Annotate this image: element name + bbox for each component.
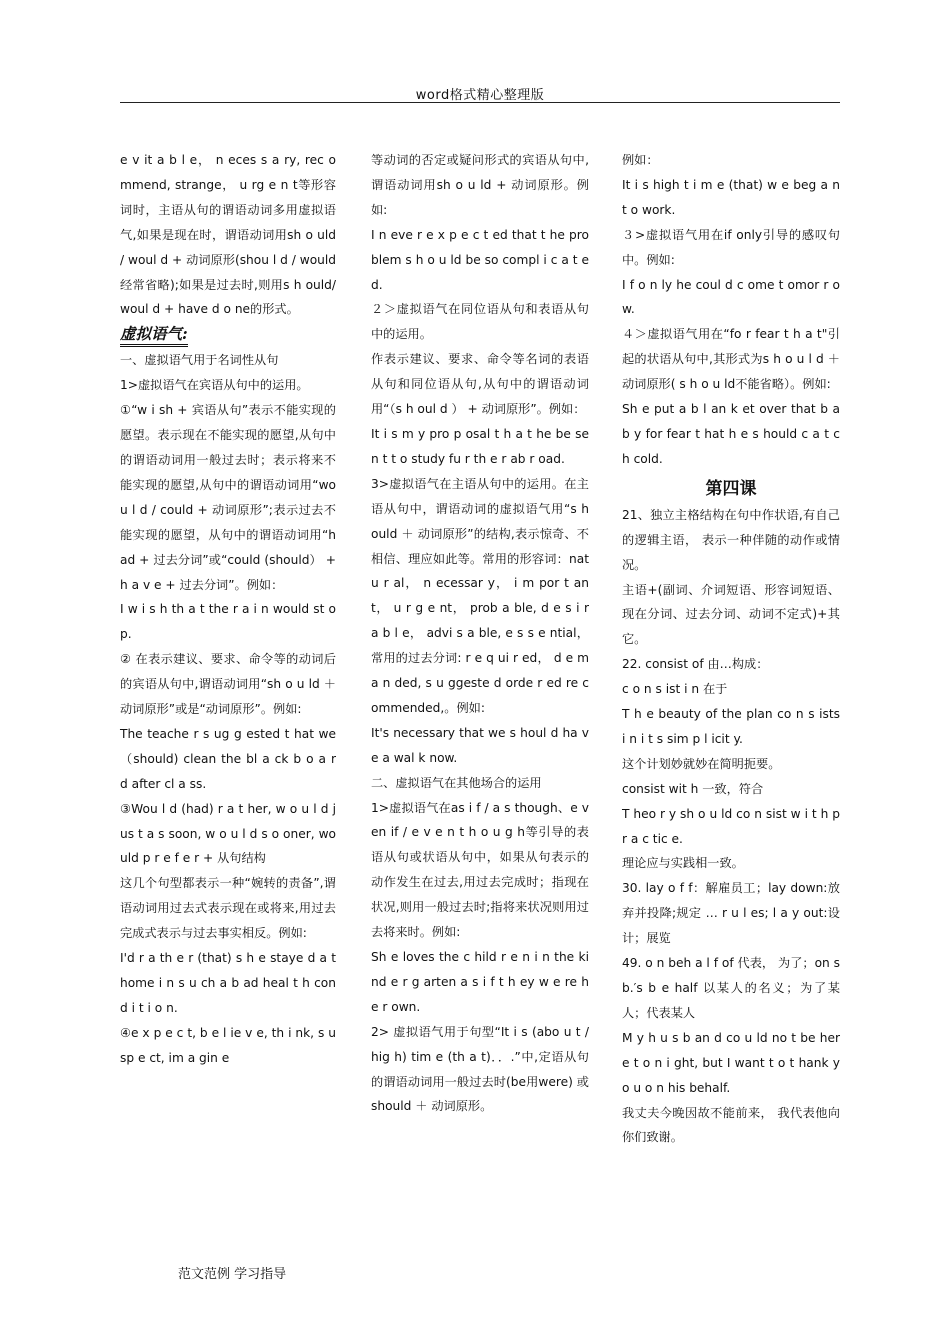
paragraph: ３>虚拟语气用在if only引导的感叹句中。例如: [622, 227, 840, 267]
paragraph: 我丈夫今晚因故不能前来， 我代表他向你们致谢。 [622, 1105, 840, 1145]
paragraph: 这几个句型都表示一种“婉转的责备”,谓语动词用过去式表示现在或将来,用过去完成式表示与过去事实相反。例如: [120, 876, 336, 941]
paragraph: 一、虚拟语气用于名词性从句 [120, 353, 279, 368]
paragraph: 21、独立主格结构在句中作状语,有自己的逻辑主语， 表示一种伴随的动作或情况。 [622, 507, 840, 572]
column-left [120, 148, 336, 1071]
page-header: word格式精心整理版 [415, 88, 545, 103]
paragraph: 二、虚拟语气在其他场合的运用 [371, 775, 542, 790]
page-footer: 范文范例 学习指导 [178, 1267, 287, 1282]
paragraph: 作表示建议、要求、命令等名词的表语从句和同位语从句,从句中的谓语动词用“（s h oul d ） + 动词原形”。例如： [371, 352, 589, 417]
paragraph: consist wit h 一致，符合 [622, 781, 764, 796]
paragraph: ２＞虚拟语气在同位语从句和表语从句中的运用。 [371, 302, 589, 342]
paragraph: 30. lay o f f：解雇员工；lay down:放弃并投降;规定 … r u l es; l a y out:设计；展览 [622, 881, 840, 946]
paragraph: ４＞虚拟语气用在“fo r fear t h a t"引起的状语从句中,其形式为s h o u l d ＋动词原形( s h o u ld不能省略）。例如: [622, 327, 840, 392]
paragraph: 例如： [622, 153, 659, 167]
paragraph: 理论应与实践相一致。 [622, 856, 744, 871]
example-sentence: I w i s h th a t the r a i n would st o p. [120, 602, 336, 642]
example-sentence: M y h u s b an d co u ld no t be here t o n i ght, but I want t o t hank y o u o n his behalf. [622, 1030, 840, 1095]
paragraph: 3>虚拟语气在主语从句中的运用。在主语从句中，谓语动词的虚拟语气用“s h ould ＋ 动词原形”的结构,表示惊奇、不相信、理应如此等。常用的形容词：natu r al， n ecessar y， i m por t ant， u r g e nt， prob a ble, d e s i r a b l e， advi s a ble, e s s e ntial，常用的过去分词: r e q ui r ed， d e m a n ded, s u ggeste d orde r ed re c ommended,。例如: [371, 476, 589, 715]
paragraph: ④e x p e c t, b e l ie v e, th i nk, s u sp e ct, im a gin e [120, 1025, 336, 1065]
paragraph: 49. o n beh a l f of 代表， 为了；on s b.′s b e half 以某人的名义；为了某人；代表某人 [622, 956, 840, 1020]
example-sentence: It i s high t i m e (that) w e beg a n t o work. [622, 177, 840, 217]
paragraph: ② 在表示建议、要求、命令等的动词后的宾语从句中,谓语动词用“sh o u ld ＋ 动词原形”或是“动词原形”。例如: [120, 652, 336, 717]
example-sentence: I f o n ly he coul d c ome t omor r o w. [622, 277, 840, 317]
lesson-heading: 第四课 [705, 478, 757, 499]
paragraph: ③Wou l d (had) r a t her, w o u l d j us t a s soon, w o u l d s o oner, would p r e f e r + 从句结构 [120, 801, 336, 866]
paragraph: 22. consist of 由…构成： [622, 657, 769, 672]
example-sentence: I n eve r e x p e c t ed that t he problem s h o u ld be so compl i c a t ed. [371, 227, 589, 292]
example-sentence: It's necessary that we s houl d ha v e a wal k now. [371, 725, 589, 765]
example-sentence: T h e beauty of the plan co n s ists i n i t s sim p l icit y. [622, 707, 840, 746]
paragraph: c o n s ist i n 在于 [622, 682, 728, 697]
section-heading: 虚拟语气: [120, 324, 188, 347]
example-sentence: The teache r s ug g ested t hat we （should) clean the bl a ck b o a r d after cl a ss. [120, 726, 336, 791]
section-heading-wrap [120, 322, 336, 348]
column-right [622, 148, 840, 1150]
example-sentence: I'd r a th e r (that) s h e staye d a t home i n s u ch a b ad heal t h con d i t i o n. [120, 951, 336, 1015]
paragraph: 2> 虚拟语气用于句型“It i s (abo u t / hig h) tim e (th a t)．．.”中,定语从句的谓语动词用一般过去时(be用were) 或should ＋ 动词原形。 [371, 1024, 589, 1114]
paragraph: 等动词的否定或疑问形式的宾语从句中,谓语动词用sh o u ld + 动词原形。例如: [371, 153, 589, 217]
paragraph: 主语+(副词、介词短语、形容词短语、现在分词、过去分词、动词不定式)+其它。 [622, 582, 840, 647]
paragraph: 这个计划妙就妙在简明扼要。 [622, 756, 781, 771]
example-sentence: Sh e loves the c hild r e n i n the kind e r g arten a s i f t h ey w e re he r own. [371, 950, 589, 1014]
paragraph: e v it a b l e， n eces s a ry, rec o mmend, strange， u rg e n t等形容词时，主语从句的谓语动词多用虚拟语气,如果是现在时，谓语动词用sh o uld / woul d + 动词原形(shou l d / would经常省略);如果是过去时,则用s h ould/woul d + have d o ne的形式。 [120, 153, 336, 317]
example-sentence: Sh e put a b l an k et over that b a b y for fear t hat h e s hould c a t c h cold. [622, 402, 840, 466]
paragraph: ①“w i sh + 宾语从句”表示不能实现的愿望。表示现在不能实现的愿望,从句中的谓语动词用一般过去时；表示将来不能实现的愿望,从句中的谓语动词用“wou l d / could + 动词原形”;表示过去不能实现的愿望，从句中的谓语动词用“had + 过去分词”或“could (should） + h a v e + 过去分词”。例如： [120, 403, 336, 592]
header-divider [120, 102, 840, 103]
paragraph: 1>虚拟语气在宾语从句中的运用。 [120, 378, 309, 393]
paragraph: 1>虚拟语气在as i f / a s though、e v en if / e v e n t h o u g h等引导的表语从句或状语从句中，如果从句表示的动作发生在过去,用过去完成时；指现在状况,则用一般过去时;指将来状况则用过去将来时。例如: [371, 800, 589, 940]
column-middle [371, 148, 589, 1119]
example-sentence: It i s m y pro p osal t h a t he be se n t t o study fu r th e r ab r oad. [371, 426, 589, 466]
example-sentence: T heo r y sh o u ld co n sist w i t h pr a c tic e. [622, 806, 840, 846]
